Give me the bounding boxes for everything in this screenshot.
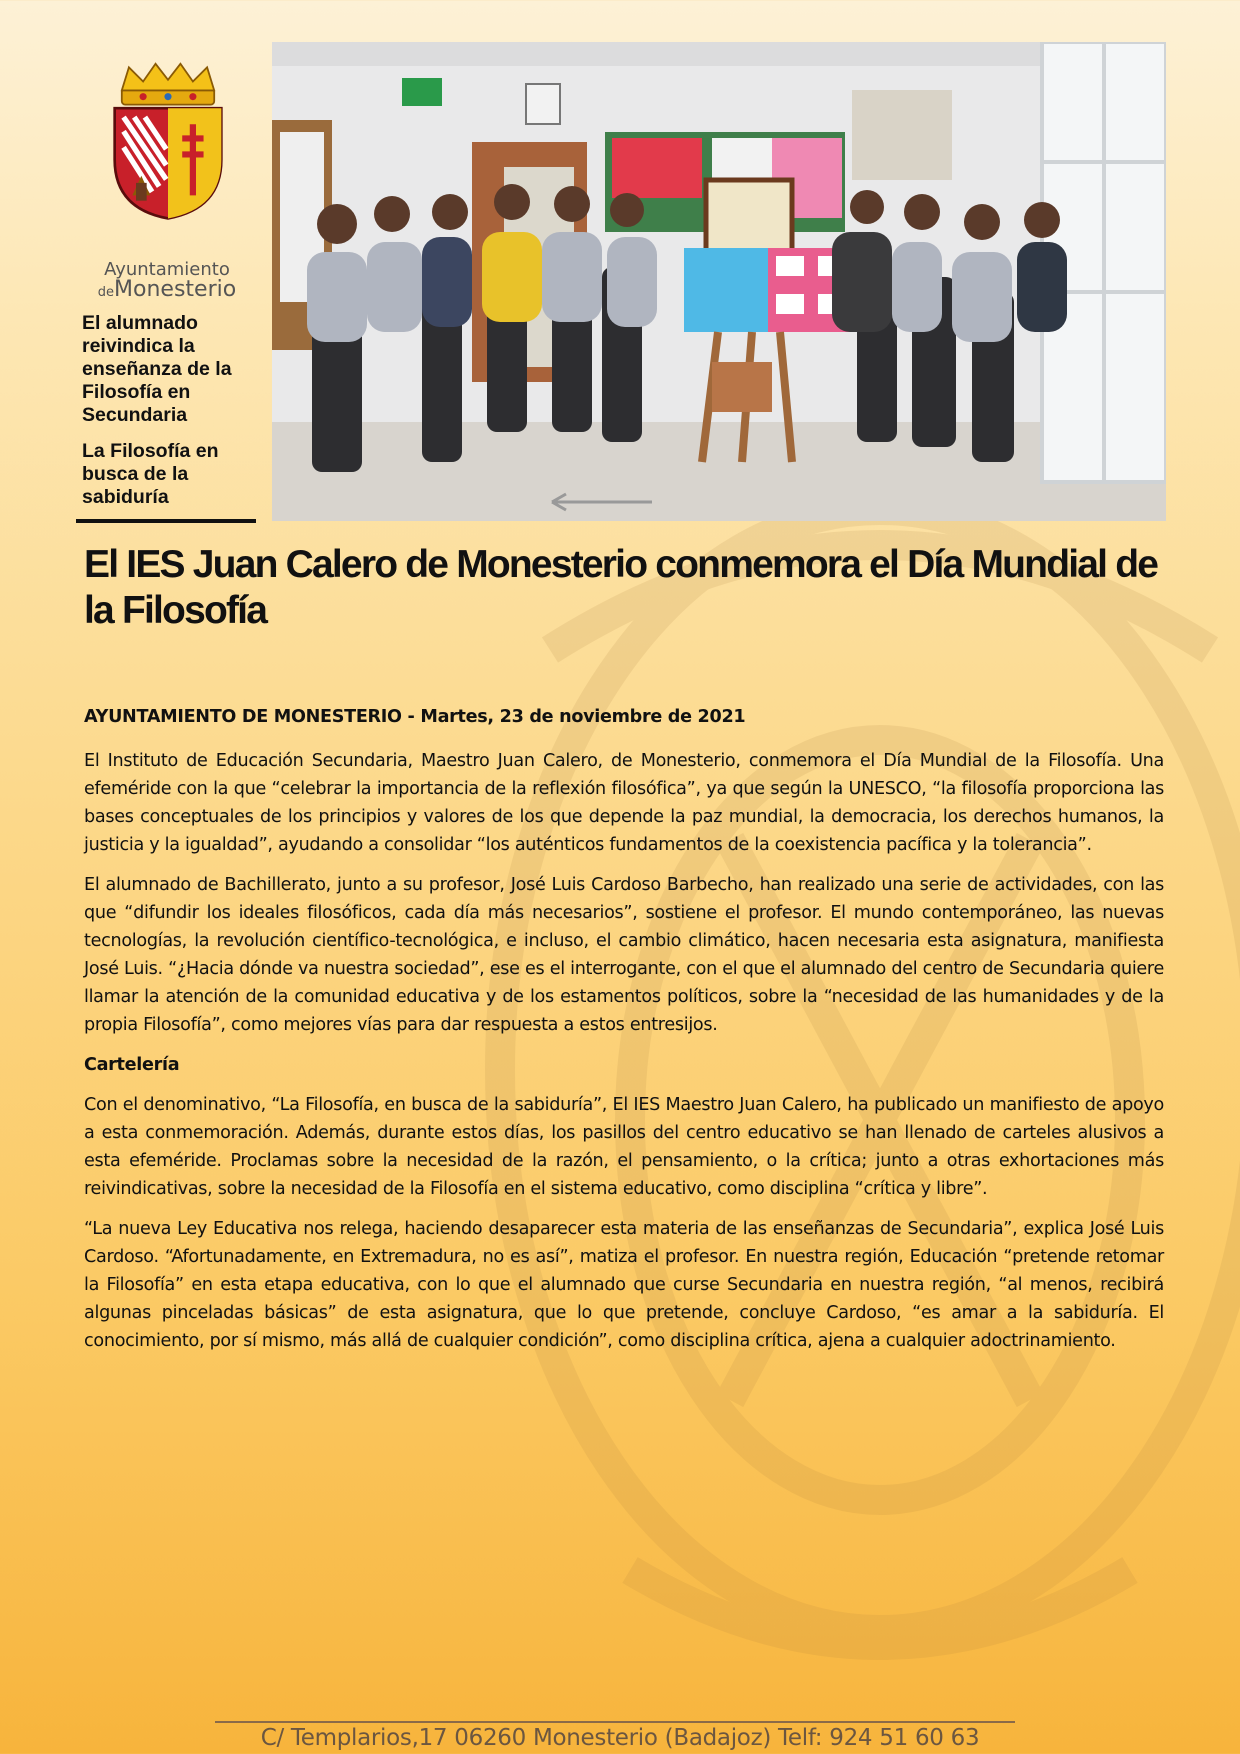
article-paragraph: Con el denominativo, “La Filosofía, en busca de la sabiduría”, El IES Maestro Juan Calero, ha publicado un manifiesto de apoyo a esta conmemoración. Además, durante estos días, los pasillos del centro educativo se han llenado de carteles alusivos a esta efeméride. Proclamas sobre la necesidad de la razón, el pensamiento, o la crítica; junto a otras exhortaciones más reivindicativas, sobre la necesidad de la Filosofía en el sistema educativo, como disciplina “crítica y libre”. bbox=[84, 1095, 1164, 1199]
article-paragraph: El alumnado de Bachillerato, junto a su profesor, José Luis Cardoso Barbecho, han realizado una serie de actividades, con las que “difundir los ideales filosóficos, cada día más necesarios”, sostiene el profesor. El mundo contemporáneo, las nuevas tecnologías, la revolución científico-tecnológica, e incluso, el cambio climático, hacen necesaria esta asignatura, manifiesta José Luis. “¿Hacia dónde va nuestra sociedad”, ese es el interrogante, con el que el alumnado del centro de Secundaria quiere llamar la atención de la comunidad educativa y de los estamentos políticos, sobre la “necesidad de las humanidades y de la propia Filosofía”, como mejores vías para dar respuesta a estos entresijos. bbox=[84, 875, 1164, 1035]
sidebar-headline-1: El alumnado reivindica la enseñanza de la Filosofía en Secundaria bbox=[82, 312, 232, 426]
article-byline: AYUNTAMIENTO DE MONESTERIO - Martes, 23 de noviembre de 2021 bbox=[84, 707, 746, 727]
logo-line-1: Ayuntamiento bbox=[104, 259, 230, 280]
section-heading: Cartelería bbox=[84, 1055, 180, 1075]
footer-divider bbox=[215, 1721, 1015, 1723]
footer-address: C/ Templarios,17 06260 Monesterio (Badajoz) Telf: 924 51 60 63 bbox=[260, 1725, 980, 1751]
article-body bbox=[84, 703, 1164, 1367]
shield-icon bbox=[115, 108, 222, 218]
article-paragraph: “La nueva Ley Educativa nos relega, haciendo desaparecer esta materia de las enseñanzas de Secundaria”, explica José Luis Cardoso. “Afortunadamente, en Extremadura, no es así”, matiza el profesor. En nuestra región, Educación “pretende retomar la Filosofía” en esta etapa educativa, con lo que el alumnado que curse Secundaria en nuestra región, “al menos, recibirá algunas pinceladas básicas” de esta asignatura, que lo que pretende, concluye Cardoso, “es amar a la sabiduría. El conocimiento, por sí mismo, más allá de cualquier condición”, como disciplina crítica, ajena a cualquier adoctrinamiento. bbox=[84, 1219, 1164, 1351]
article-title: El IES Juan Calero de Monesterio conmemora el Día Mundial de la Filosofía bbox=[84, 543, 1158, 632]
sidebar-divider bbox=[76, 519, 256, 523]
logo-line-2-prefix: de bbox=[97, 285, 115, 300]
logo-wordmark bbox=[82, 260, 252, 303]
crown-icon bbox=[122, 64, 214, 105]
coat-of-arms-logo bbox=[88, 62, 248, 222]
sidebar-headline-2: La Filosofía en busca de la sabiduría bbox=[82, 440, 219, 508]
group-photo bbox=[272, 42, 1166, 521]
logo-line-2: Monesterio bbox=[114, 277, 237, 302]
article-paragraph: El Instituto de Educación Secundaria, Maestro Juan Calero, de Monesterio, conmemora el Día Mundial de la Filosofía. Una efeméride con la que “celebrar la importancia de la reflexión filosófica”, ya que según la UNESCO, “la filosofía proporciona las bases conceptuales de los principios y valores de los que depende la paz mundial, la democracia, los derechos humanos, la justicia y la igualdad”, ayudando a consolidar “los auténticos fundamentos de la coexistencia pacífica y la tolerancia”. bbox=[84, 751, 1164, 855]
